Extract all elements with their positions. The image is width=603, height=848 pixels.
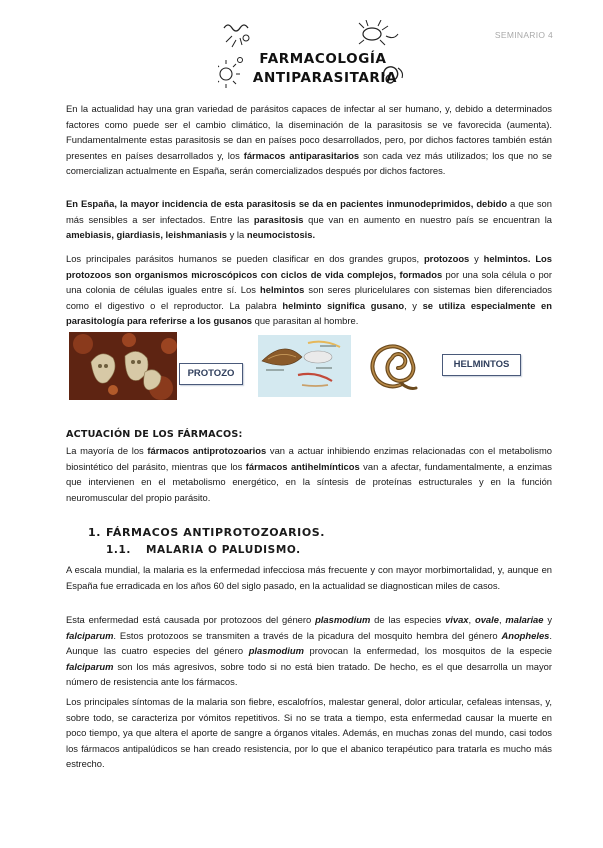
paragraph-text: Los principales parásitos humanos se pueden clasificar en dos grandes grupos, protozoos y helmintos. Los protozoos son organismos microscópicos con ciclos de vida complejos, formados por una sola célula o por una colonia de células iguales entre sí. Los helmintos son seres pluricelulares con sistemas bien diferenciados como el digestivo o el reproductor. La palabra helminto significa gusano, y se utiliza especialmente en parasitología para referirse a los gusanos que parasitan al hombre. xyxy=(66,253,552,326)
emphasis-text: helmintos xyxy=(260,284,305,295)
title-line-2: ANTIPARASITARIA xyxy=(252,70,398,86)
paragraph-text: La mayoría de los fármacos antiprotozoarios van a actuar inhibiendo enzimas relacionadas con el metabolismo biosintético del parásito, mientras que los fármacos antihelmínticos van a afectar, fundamentalmente, a enzimas que intervienen en el metabolismo energético, en la síntesis de proteínas estructurales y en la función neuromuscular del propio parásito. xyxy=(66,445,553,503)
protozoa-micrograph xyxy=(69,332,177,400)
emphasis-text: helmintos. xyxy=(483,253,531,264)
malaria-paragraph-2 xyxy=(66,612,552,690)
emphasis-text: falciparum xyxy=(66,660,114,672)
subsection-number: 1.1. xyxy=(106,544,131,556)
emphasis-text: fármacos antihelmínticos xyxy=(245,460,360,472)
emphasis-text: falciparum xyxy=(66,629,114,641)
helminth-diagram xyxy=(258,335,351,397)
protozoo-label: PROTOZO xyxy=(179,363,243,385)
section-1-heading xyxy=(88,526,325,539)
section-number: 1. xyxy=(88,526,102,539)
title-banner xyxy=(218,20,408,90)
emphasis-text: ovale xyxy=(474,614,499,625)
emphasis-text: plasmodium xyxy=(248,645,304,656)
emphasis-text: plasmodium xyxy=(315,614,371,625)
malaria-paragraph-3 xyxy=(66,694,552,772)
title-line-1: FARMACOLOGÍA xyxy=(259,51,387,67)
emphasis-text: malariae xyxy=(505,614,544,625)
emphasis-text: fármacos antiprotozoarios xyxy=(147,445,267,456)
seminar-label: SEMINARIO 4 xyxy=(494,30,553,40)
emphasis-text: Los protozoos son organismos microscópicos con ciclos de vida complejos, formados xyxy=(66,253,552,280)
paragraph-text: Esta enfermedad está causada por protozoos del género plasmodium de las especies vivax, ovale, malariae y falciparum. Estos protozoos se transmiten a través de la picadura del mosquito hembra del género Anopheles. Aunque las cuatro especies del género plasmodium provocan la enfermedad, los mosquitos de la especie falciparum son los más agresivos, sobre todo si no está bien tratado. De hecho, es el que desarrolla un mayor número de resistencia ante los fármacos. xyxy=(66,614,553,687)
emphasis-text: En España, la mayor incidencia de esta parasitosis se da en pacientes inmunodeprimidos, debido xyxy=(66,198,508,209)
intro-paragraph-3 xyxy=(66,251,552,329)
subsection-title: MALARIA O PALUDISMO. xyxy=(146,544,301,556)
emphasis-text: fármacos antiparasitarios xyxy=(243,149,360,161)
malaria-paragraph-1 xyxy=(66,562,552,593)
intro-paragraph-2 xyxy=(66,196,552,243)
bug-doodle-icon xyxy=(359,20,398,45)
paragraph-text: En la actualidad hay una gran variedad de parásitos capaces de infectar al ser humano, y, debido a determinados factores como puede ser el cambio climático, la diseminación de la parasitosis se ve favorecida (aumenta). Fundamentalmente estas parasitosis se dan en países poco desarrollados, pero, por dichos factores también están presentes en países desarrollados y, los fármacos antiparasitarios son cada vez más utilizados; los que no se comercializan actualmente en España, serán comercializados después por dichos factores. xyxy=(66,103,552,176)
emphasis-text: se utiliza especialmente en parasitología para referirse a los gusanos xyxy=(66,299,552,326)
actuacion-heading: ACTUACIÓN DE LOS FÁRMACOS: xyxy=(66,429,243,440)
emphasis-text: amebiasis, giardiasis, leishmaniasis xyxy=(66,229,228,240)
paragraph-text: Los principales síntomas de la malaria son fiebre, escalofríos, malestar general, dolor articular, cefaleas intensas, y, sobre todo, se caracteriza por vómitos repetitivos. Si no se trata a tiempo, esta enfermedad causar la muerte en poco tiempo, ya que altera el aporte de sangre a órganos vitales. Además, en muchas zonas del mundo, casi todos los fármacos antipalúdicos se han creado resistencia, por lo que el abanico terapéutico para tratarla es mucho más estrecho. xyxy=(66,696,552,769)
worm-doodle-icon xyxy=(224,25,248,31)
intro-paragraph-1 xyxy=(66,101,552,179)
paragraph-text: A escala mundial, la malaria es la enfermedad infecciosa más frecuente y con mayor morbimortalidad, y, aunque en España fue erradicada en los años 60 del siglo pasado, en la actualidad se diagnostican miles de casos. xyxy=(66,564,552,591)
emphasis-text: Anopheles xyxy=(501,629,550,641)
actuacion-paragraph xyxy=(66,443,552,505)
emphasis-text: neumocistosis. xyxy=(246,229,316,240)
emphasis-text: parasitosis xyxy=(253,213,304,225)
section-title: FÁRMACOS ANTIPROTOZOARIOS. xyxy=(106,526,326,539)
emphasis-text: helminto significa gusano xyxy=(282,299,405,311)
emphasis-text: protozoos xyxy=(423,253,470,264)
paragraph-text: En España, la mayor incidencia de esta parasitosis se da en pacientes inmunodeprimidos, debido a que son más sensibles a ser infectados. Entre las parasitosis que van en aumento en nuestro país se encuentran la amebiasis, giardiasis, leishmaniasis y la neumocistosis. xyxy=(66,198,552,240)
worm-photo xyxy=(356,334,422,396)
subsection-1-1-heading xyxy=(106,544,301,556)
helmintos-label: HELMINTOS xyxy=(442,354,521,376)
emphasis-text: vivax xyxy=(445,614,469,625)
